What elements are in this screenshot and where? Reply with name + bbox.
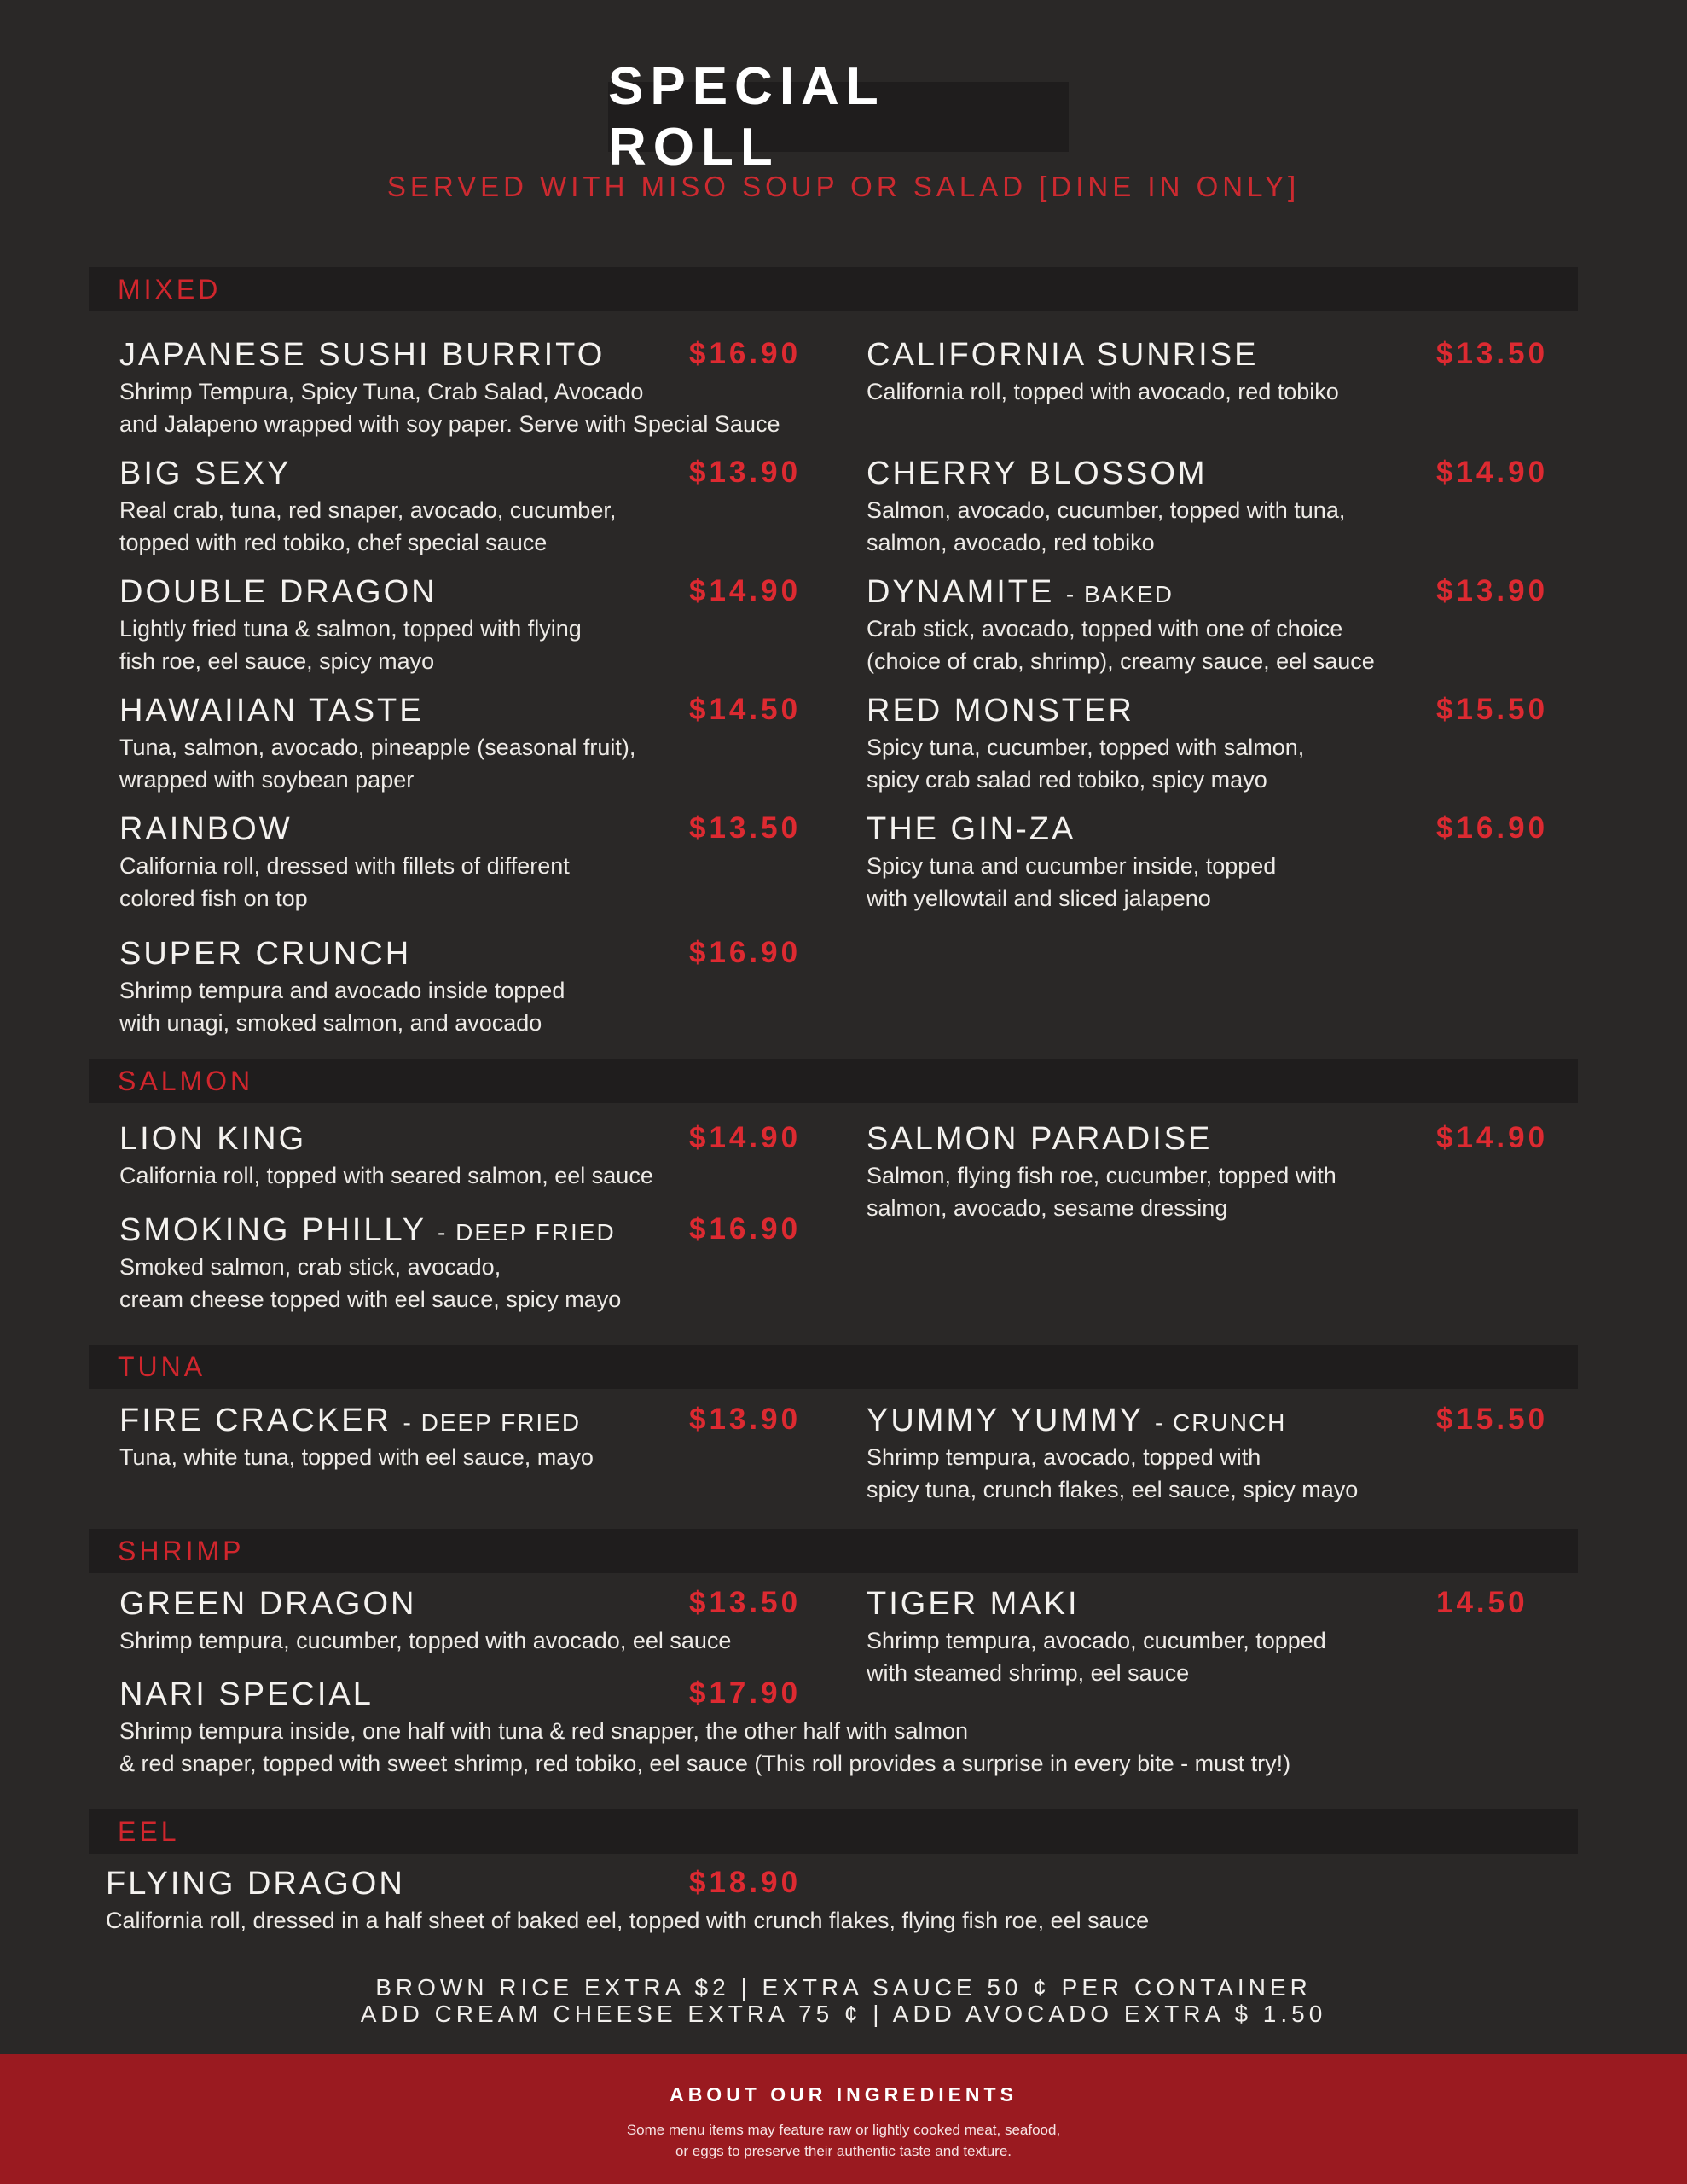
extras-note: BROWN RICE EXTRA $2 | EXTRA SAUCE 50 ¢ PER CONTAINER (375, 1974, 1312, 2001)
item-price: $15.50 (1436, 693, 1549, 726)
item-name: CHERRY BLOSSOM (867, 456, 1208, 491)
item-name: THE GIN-ZA (867, 811, 1076, 847)
item-price: $13.50 (689, 811, 802, 845)
item-price: $13.50 (689, 1586, 802, 1619)
item-description: Shrimp tempura, avocado, topped with spicy tuna, crunch flakes, eel sauce, spicy mayo (867, 1444, 1359, 1502)
item-price: $14.90 (689, 1121, 802, 1154)
ingredients-banner (0, 2054, 1687, 2184)
item-price: $13.90 (689, 1403, 802, 1436)
item-name-text: FIRE CRACKER (119, 1403, 391, 1438)
item-name: FLYING DRAGON (106, 1866, 405, 1902)
item-price: $16.90 (689, 936, 802, 969)
item-name-text: SMOKING PHILLY (119, 1212, 426, 1248)
item-name: RAINBOW (119, 811, 293, 847)
section-band-salmon (89, 1059, 1578, 1103)
item-price: $14.90 (1436, 456, 1549, 489)
item-note: - CRUNCH (1154, 1409, 1287, 1436)
section-band-mixed (89, 267, 1578, 311)
item-name: TIGER MAKI (867, 1586, 1080, 1622)
section-band-tuna (89, 1345, 1578, 1389)
item-name: SALMON PARADISE (867, 1121, 1213, 1157)
banner-text: Some menu items may feature raw or lightly cooked meat, seafood, or eggs to preserve their authentic taste and texture. (626, 2122, 1061, 2159)
item-name: HAWAIIAN TASTE (119, 693, 424, 729)
item-price: $16.90 (689, 1212, 802, 1246)
item-description: Tuna, white tuna, topped with eel sauce, mayo (119, 1444, 594, 1470)
item-description: Smoked salmon, crab stick, avocado, cream cheese topped with eel sauce, spicy mayo (119, 1254, 622, 1312)
item-name: CALIFORNIA SUNRISE (867, 337, 1259, 373)
section-band-shrimp (89, 1529, 1578, 1573)
item-price: $14.90 (689, 574, 802, 607)
item-note: - DEEP FRIED (403, 1409, 582, 1436)
item-name (119, 1403, 581, 1439)
item-description: California roll, dressed with fillets of different colored fish on top (119, 853, 570, 911)
item-note: - DEEP FRIED (438, 1219, 616, 1246)
item-description: California roll, topped with seared salmon, eel sauce (119, 1163, 653, 1188)
item-name (119, 1212, 616, 1249)
item-price: $17.90 (689, 1676, 802, 1710)
item-name: LION KING (119, 1121, 307, 1157)
item-price: $14.90 (1436, 1121, 1549, 1154)
item-price: $16.90 (1436, 811, 1549, 845)
page-subtitle: SERVED WITH MISO SOUP OR SALAD [DINE IN ONLY] (386, 171, 1301, 202)
section-band-eel (89, 1809, 1578, 1854)
item-description: Shrimp tempura, cucumber, topped with avocado, eel sauce (119, 1628, 732, 1653)
section-label: SHRIMP (118, 1536, 245, 1566)
item-name-text: DYNAMITE (867, 574, 1055, 610)
item-name: GREEN DRAGON (119, 1586, 417, 1622)
item-price: $16.90 (689, 337, 802, 370)
item-price: $13.50 (1436, 337, 1549, 370)
item-description: Crab stick, avocado, topped with one of choice (choice of crab, shrimp), creamy sauce, eel sauce (867, 616, 1375, 674)
section-label: EEL (118, 1816, 180, 1847)
item-description: Salmon, avocado, cucumber, topped with tuna, salmon, avocado, red tobiko (867, 497, 1346, 555)
item-description: Spicy tuna and cucumber inside, topped with yellowtail and sliced jalapeno (867, 853, 1277, 911)
item-description: Shrimp Tempura, Spicy Tuna, Crab Salad, Avocado and Jalapeno wrapped with soy paper. Serve with Special Sauce (119, 379, 780, 437)
item-name: RED MONSTER (867, 693, 1134, 729)
item-name: SUPER CRUNCH (119, 936, 412, 972)
item-description: California roll, topped with avocado, red tobiko (867, 379, 1339, 404)
item-price: $13.90 (1436, 574, 1549, 607)
item-price: 14.50 (1436, 1586, 1528, 1619)
banner-title: ABOUT OUR INGREDIENTS (670, 2083, 1017, 2106)
item-name: BIG SEXY (119, 456, 292, 491)
extras-note: ADD CREAM CHEESE EXTRA 75 ¢ | ADD AVOCADO EXTRA $ 1.50 (360, 2001, 1327, 2027)
item-description: Real crab, tuna, red snaper, avocado, cucumber, topped with red tobiko, chef special sauce (119, 497, 617, 555)
item-name-text: YUMMY YUMMY (867, 1403, 1144, 1438)
item-description: Tuna, salmon, avocado, pineapple (seasonal fruit), wrapped with soybean paper (119, 735, 636, 793)
item-name (867, 574, 1174, 611)
item-note: - BAKED (1065, 581, 1174, 607)
item-description: Shrimp tempura and avocado inside topped with unagi, smoked salmon, and avocado (119, 978, 565, 1036)
item-price: $13.90 (689, 456, 802, 489)
item-price: $15.50 (1436, 1403, 1549, 1436)
item-description: Salmon, flying fish roe, cucumber, topped with salmon, avocado, sesame dressing (867, 1163, 1336, 1221)
item-description: Shrimp tempura inside, one half with tuna & red snapper, the other half with salmon & red snaper, topped with sweet shrimp, red tobiko, eel sauce (This roll provides a surprise in every bite - must try!) (119, 1718, 1291, 1776)
title-box (608, 57, 1069, 177)
item-price: $14.50 (689, 693, 802, 726)
section-label: TUNA (118, 1351, 206, 1382)
item-description: Spicy tuna, cucumber, topped with salmon, spicy crab salad red tobiko, spicy mayo (867, 735, 1305, 793)
item-name: DOUBLE DRAGON (119, 574, 438, 610)
page-title: SPECIAL ROLL (608, 57, 884, 177)
item-description: California roll, dressed in a half sheet of baked eel, topped with crunch flakes, flying fish roe, eel sauce (106, 1908, 1150, 1933)
item-description: Lightly fried tuna & salmon, topped with flying fish roe, eel sauce, spicy mayo (119, 616, 582, 674)
item-name (867, 1403, 1286, 1439)
item-description: Shrimp tempura, avocado, cucumber, topped with steamed shrimp, eel sauce (867, 1628, 1326, 1686)
section-label: MIXED (118, 274, 222, 305)
item-price: $18.90 (689, 1866, 802, 1899)
item-name: JAPANESE SUSHI BURRITO (119, 337, 606, 373)
section-label: SALMON (118, 1066, 254, 1096)
item-name: NARI SPECIAL (119, 1676, 374, 1712)
